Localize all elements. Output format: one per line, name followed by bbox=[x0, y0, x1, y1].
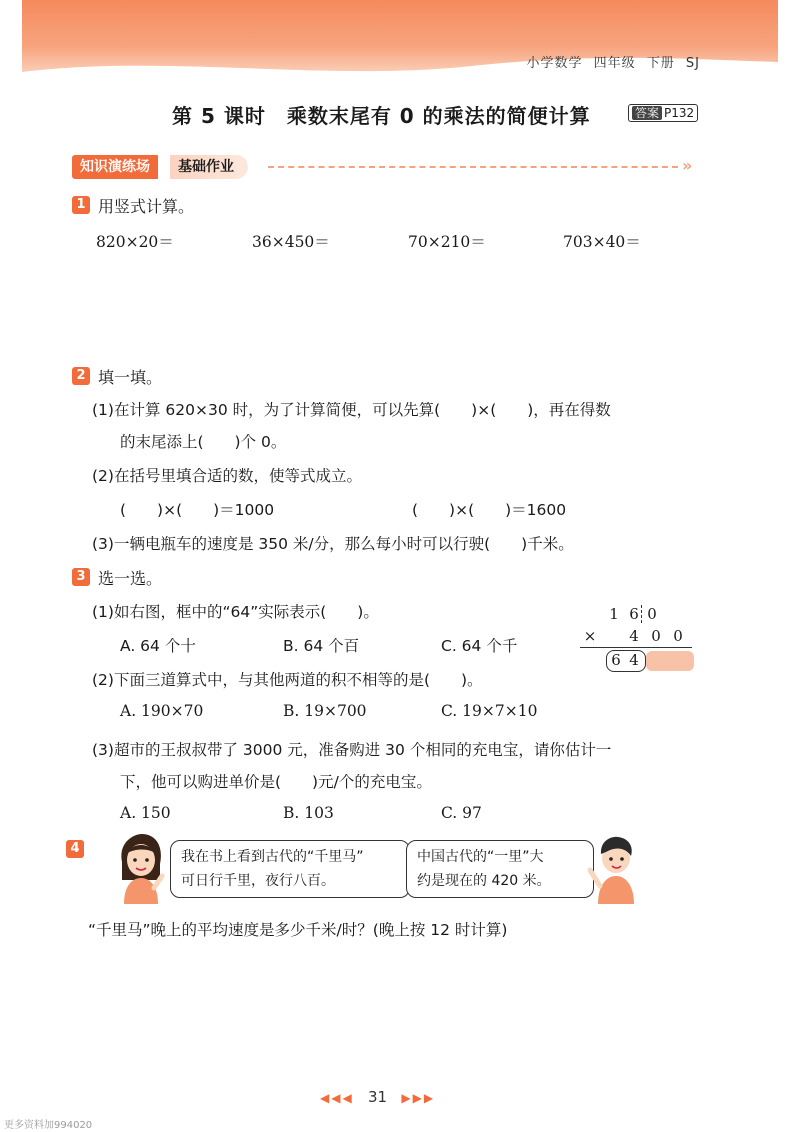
calc-rule bbox=[580, 647, 692, 648]
q3-part1-line1: (1)如右图，框中的“64”实际表示( )。 bbox=[92, 603, 379, 621]
lesson-title: 第 5 课时 乘数末尾有 0 的乘法的简便计算 bbox=[172, 104, 591, 128]
vertical-calculation-figure bbox=[578, 603, 698, 669]
calc-digit: 0 bbox=[651, 627, 661, 645]
watermark: 更多资料加994020 bbox=[4, 1120, 93, 1131]
q3-prompt: 选一选。 bbox=[98, 569, 163, 588]
q2-part1-line1: (1)在计算 620×30 时，为了计算简便，可以先算( )×( )，再在得数 bbox=[92, 401, 611, 419]
meta-subject: 小学数学 bbox=[526, 56, 583, 71]
q3-part3-opt-a: A. 150 bbox=[120, 804, 171, 822]
q2-part2-line1: (2)在括号里填合适的数，使等式成立。 bbox=[92, 467, 362, 485]
speech-bubble-right bbox=[406, 840, 594, 898]
question-number-2: 2 bbox=[72, 367, 90, 385]
bubble-right-line2: 约是现在的 420 米。 bbox=[417, 873, 551, 889]
calc-digit: 0 bbox=[647, 605, 657, 623]
q4-question: “千里马”晚上的平均速度是多少千米/时？(晚上按 12 时计算) bbox=[88, 921, 508, 939]
prev-page-icon: ◀◀◀ bbox=[320, 1091, 354, 1105]
q1-item-4: 703×40＝ bbox=[563, 233, 641, 251]
section-divider bbox=[268, 166, 678, 168]
q3-part1-opt-c: C. 64 个千 bbox=[441, 637, 518, 655]
q2-prompt: 填一填。 bbox=[98, 368, 163, 387]
section-tag: 知识演练场 bbox=[72, 155, 158, 179]
bubble-left-line2: 可日行千里，夜行八百。 bbox=[181, 873, 335, 889]
q2-part2-eq1: ( )×( )＝1000 bbox=[120, 501, 275, 519]
answer-page: P132 bbox=[664, 106, 695, 120]
question-number-4: 4 bbox=[66, 840, 84, 858]
q2-part1-line2: 的末尾添上( )个 0。 bbox=[120, 433, 287, 451]
q3-part3-opt-c: C. 97 bbox=[441, 804, 482, 822]
calc-digit: 1 bbox=[609, 605, 619, 623]
page-footer bbox=[320, 1088, 435, 1106]
answer-badge bbox=[628, 104, 698, 122]
q3-part3-line2: 下，他可以购进单价是( )元/个的充电宝。 bbox=[120, 773, 432, 791]
calc-row-top bbox=[578, 603, 698, 625]
q1-prompt: 用竖式计算。 bbox=[98, 197, 195, 216]
calc-digit: 0 bbox=[673, 627, 683, 645]
bubble-right-line1: 中国古代的“一里”大 bbox=[417, 849, 544, 865]
q1-item-1: 820×20＝ bbox=[96, 233, 174, 251]
calc-separator bbox=[641, 605, 642, 623]
question-number-1: 1 bbox=[72, 196, 90, 214]
book-meta bbox=[526, 52, 700, 71]
q2-part3-line1: (3)一辆电瓶车的速度是 350 米/分，那么每小时可以行驶( )千米。 bbox=[92, 535, 574, 553]
meta-edition: SJ bbox=[685, 56, 700, 71]
answer-label: 答案 bbox=[632, 106, 662, 120]
meta-volume: 下册 bbox=[646, 56, 675, 71]
page-number: 31 bbox=[368, 1088, 388, 1106]
q2-part2-eq2: ( )×( )＝1600 bbox=[412, 501, 567, 519]
calc-row-mid bbox=[578, 625, 698, 647]
q3-part2-line1: (2)下面三道算式中，与其他两道的积不相等的是( )。 bbox=[92, 671, 483, 689]
times-sign: × bbox=[583, 627, 597, 645]
q1-item-3: 70×210＝ bbox=[408, 233, 486, 251]
bubble-left-line1: 我在书上看到古代的“千里马” bbox=[181, 849, 364, 865]
calc-row-result bbox=[578, 649, 698, 671]
calc-digit: 6 bbox=[611, 651, 621, 669]
girl-illustration bbox=[114, 832, 168, 904]
q3-part1-opt-b: B. 64 个百 bbox=[283, 637, 360, 655]
section-subtitle: 基础作业 bbox=[170, 155, 248, 179]
q3-part1-opt-a: A. 64 个十 bbox=[120, 637, 196, 655]
q3-part3-line1: (3)超市的王叔叔带了 3000 元，准备购进 30 个相同的充电宝，请你估计一 bbox=[92, 741, 612, 759]
boy-illustration bbox=[586, 834, 648, 904]
q1-item-2: 36×450＝ bbox=[252, 233, 330, 251]
q3-part2-opt-b: B. 19×700 bbox=[283, 702, 367, 720]
calc-digit: 6 bbox=[629, 605, 639, 623]
question-number-3: 3 bbox=[72, 568, 90, 586]
next-page-icon: ▶▶▶ bbox=[401, 1091, 436, 1105]
q3-part2-opt-c: C. 19×7×10 bbox=[441, 702, 538, 720]
q3-part2-opt-a: A. 190×70 bbox=[120, 702, 204, 720]
meta-grade: 四年级 bbox=[593, 56, 636, 71]
chevron-right-icon: » bbox=[682, 156, 693, 175]
calc-digit: 4 bbox=[629, 651, 639, 669]
calc-digit: 4 bbox=[629, 627, 639, 645]
speech-bubble-left bbox=[170, 840, 410, 898]
q3-part3-opt-b: B. 103 bbox=[283, 804, 334, 822]
